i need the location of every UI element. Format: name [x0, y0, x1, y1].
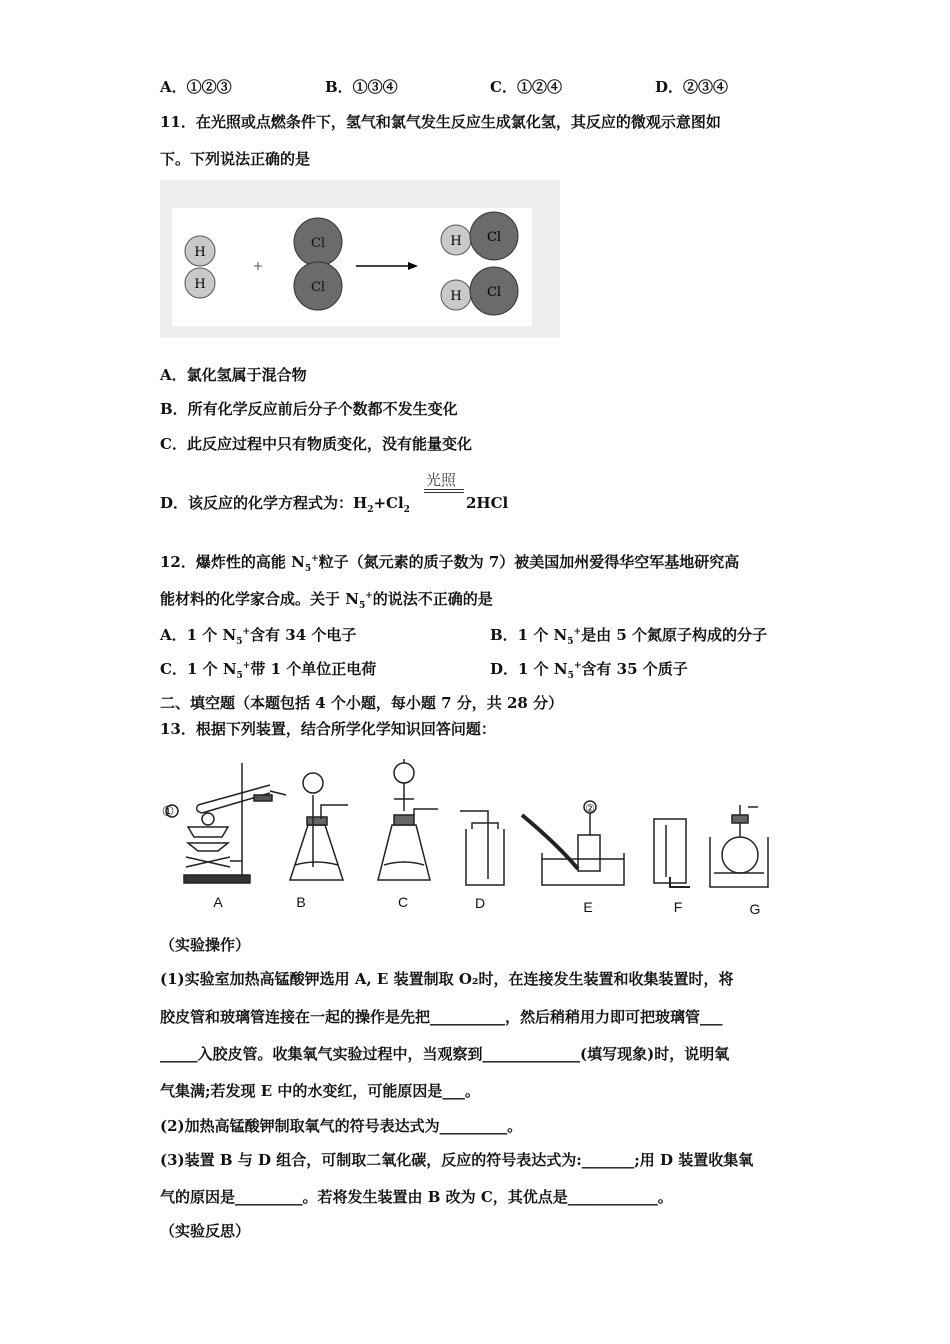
equation-product: 2HCl	[466, 494, 509, 512]
apparatus-e	[522, 801, 624, 885]
q11-stem-line1: 11．在光照或点燃条件下，氢气和氯气发生反应生成氯化氢，其反应的微观示意图如	[160, 113, 721, 131]
q11-stem-line2: 下。下列说法正确的是	[160, 150, 311, 168]
section-2-heading: 二、填空题（本题包括 4 个小题，每小题 7 分，共 28 分）	[160, 694, 564, 712]
apparatus-d	[460, 811, 504, 885]
q10-option-c: C．①②④	[490, 78, 562, 96]
q13-p3-line2: 气的原因是_________。若将发生装置由 B 改为 C，其优点是____________。	[160, 1188, 673, 1206]
q11-option-a: A．氯化氢属于混合物	[160, 366, 307, 384]
h-label-2: H	[194, 277, 206, 292]
hcl1-cl-label: Cl	[486, 230, 502, 245]
apparatus-f	[654, 819, 690, 887]
h-label-1: H	[194, 245, 206, 260]
q12-option-b: B．1 个 $N_5^+$是由 5 个氮原子构成的分子	[490, 626, 767, 647]
q11-option-b: B．所有化学反应前后分子个数都不发生变化	[160, 400, 458, 418]
marker-1: ①	[161, 803, 175, 819]
q12-option-a: A．1 个 $N_5^+$含有 34 个电子	[160, 626, 357, 647]
cl-label-2: Cl	[310, 280, 326, 295]
q12-option-d: D．1 个 $N_5^+$含有 35 个质子	[490, 660, 688, 681]
cl-label-1: Cl	[310, 236, 326, 251]
label-b: B	[296, 894, 306, 910]
marker-2: ②	[585, 803, 595, 815]
reaction-condition: 光照	[426, 471, 457, 489]
label-g: G	[749, 901, 761, 917]
q13-p1-line2: 胶皮管和玻璃管连接在一起的操作是先把__________，然后稍稍用力即可把玻璃管___	[160, 1008, 723, 1026]
q12-stem-line2: 能材料的化学家合成。关于 $N_5^+$的说法不正确的是	[160, 590, 493, 611]
reaction-diagram	[160, 180, 560, 338]
hcl2-h-label: H	[450, 289, 462, 304]
label-e: E	[583, 899, 593, 915]
q10-option-b: B．①③④	[325, 78, 398, 96]
label-d: D	[474, 895, 486, 911]
q12-stem-line1: 12．爆炸性的高能 $N_5^+$粒子（氮元素的质子数为 7）被美国加州爱得华空军基地研究高	[160, 553, 740, 574]
plus-sign: +	[252, 259, 264, 274]
equation-bar-top	[424, 489, 464, 490]
label-c: C	[397, 894, 409, 910]
apparatus-a	[166, 763, 286, 883]
q10-option-d: D．②③④	[655, 78, 729, 96]
label-f: F	[673, 899, 683, 915]
q13-stem: 13．根据下列装置，结合所学化学知识回答问题：	[160, 720, 496, 738]
q13-p1-line4: 气集满;若发现 E 中的水变红，可能原因是___。	[160, 1082, 480, 1100]
q13-p1-line3: _____入胶皮管。收集氧气实验过程中，当观察到_____________(填写现象)时，说明氧	[160, 1045, 730, 1063]
q11-option-c: C．此反应过程中只有物质变化，没有能量变化	[160, 435, 472, 453]
q13-p2: (2)加热高锰酸钾制取氧气的符号表达式为_________。	[160, 1117, 523, 1135]
apparatus-g	[710, 805, 768, 887]
label-a: A	[213, 894, 223, 910]
q13-p1-line1: (1)实验室加热高锰酸钾选用 A, E 装置制取 O₂时，在连接发生装置和收集装置时，将	[160, 970, 734, 988]
apparatus-figure	[158, 755, 790, 925]
apparatus-b	[290, 773, 348, 880]
hcl2-cl-label: Cl	[486, 285, 502, 300]
q10-option-a: A．①②③	[160, 78, 232, 96]
equation-bar-bottom	[424, 492, 464, 493]
apparatus-c	[378, 759, 438, 880]
q12-option-c: C．1 个 $N_5^+$带 1 个单位正电荷	[160, 660, 377, 681]
hcl1-h-label: H	[450, 234, 462, 249]
op-heading: （实验操作）	[160, 936, 251, 954]
reflect-heading: （实验反思）	[160, 1222, 251, 1240]
q11-option-d: D．该反应的化学方程式为：$H_2+Cl_2$	[160, 494, 410, 515]
q13-p3-line1: (3)装置 B 与 D 组合，可制取二氧化碳，反应的符号表达式为:_______;用 D 装置收集氧	[160, 1151, 754, 1169]
